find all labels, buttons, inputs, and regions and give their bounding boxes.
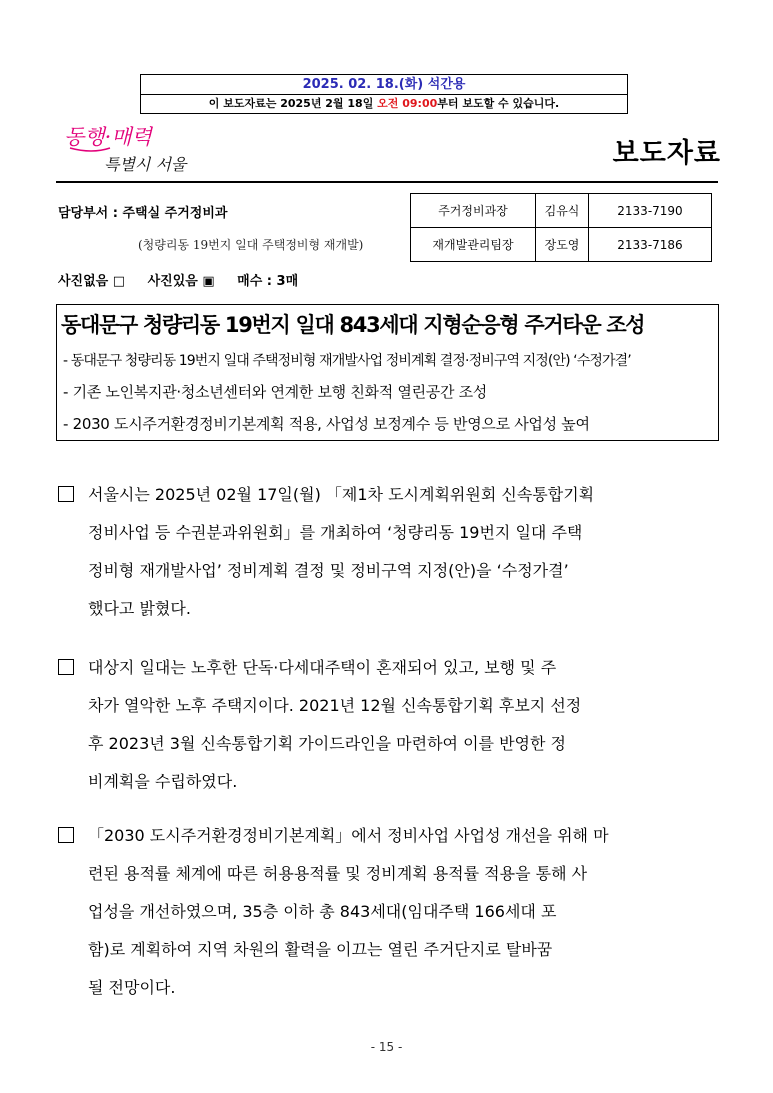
paragraph-line: 했다고 밝혔다. [88,599,191,618]
contact-phone: 2133-7190 [589,194,712,228]
paragraph-line: 될 전망이다. [88,978,176,997]
contact-role: 재개발관리팀장 [411,228,536,262]
summary-bullet: - 기존 노인복지관·청소년센터와 연계한 보행 친화적 열린공간 조성 [63,383,487,401]
paragraph-line: 대상지 일대는 노후한 단독·다세대주택이 혼재되어 있고, 보행 및 주 [88,658,557,677]
contact-phone: 2133-7186 [589,228,712,262]
logo-line1: 동행·매력 [64,125,152,149]
contact-name: 장도영 [536,228,589,262]
summary-box [56,304,719,441]
embargo-date: 2025. 02. 18.(화) 석간용 [141,75,627,95]
header-rule [56,181,718,183]
paragraph-line: 후 2023년 3월 신속통합기획 가이드라인을 마련하여 이를 반영한 정 [88,734,566,753]
photo-count: 매수 : 3매 [237,274,299,289]
embargo-notice-time: 오전 09:00 [377,97,438,110]
contact-row [411,228,712,262]
contacts-table [410,193,712,262]
checkbox-bullet-icon [58,486,74,502]
embargo-notice-pre: 이 보도자료는 2025년 2월 18일 [208,97,378,110]
headline: 동대문구 청량리동 19번지 일대 843세대 지형순응형 주거타운 조성 [61,313,645,337]
department: 담당부서 : 주택실 주거정비과 [58,206,228,221]
paragraph-line: 정비형 재개발사업’ 정비계획 결정 및 정비구역 지정(안)을 ‘수정가결’ [88,561,569,580]
logo-line2: 특별시 서울 [104,155,187,174]
paragraph-line: 「2030 도시주거환경정비기본계획」에서 정비사업 사업성 개선을 위해 마 [88,826,609,845]
contact-role: 주거정비과장 [411,194,536,228]
embargo-box [140,74,628,114]
paragraph-line: 서울시는 2025년 02월 17일(월) 「제1차 도시계획위원회 신속통합기획 [88,485,595,504]
paragraph-line: 차가 열악한 노후 주택지이다. 2021년 12월 신속통합기획 후보지 선정 [88,696,582,715]
document-title: 보도자료 [612,138,721,169]
paragraph-line: 정비사업 등 수권분과위원회」를 개최하여 ‘청량리동 19번지 일대 주택 [88,523,583,542]
photo-info [58,270,316,289]
contact-row [411,194,712,228]
paragraph-line: 비계획을 수립하였다. [88,772,238,791]
embargo-notice [141,95,627,113]
seoul-logo [62,118,202,178]
paragraph-line: 업성을 개선하였으며, 35층 이하 총 843세대(임대주택 166세대 포 [88,902,557,921]
summary-bullet: - 동대문구 청량리동 19번지 일대 주택정비형 재개발사업 정비계획 결정·정비구역 지정(안) ‘수정가결’ [63,353,631,369]
with-photo-checkbox: 사진있음 ▣ [147,274,215,289]
paragraph-line: 함)로 계획하여 지역 차원의 활력을 이끄는 열린 주거단지로 탈바꿈 [88,940,553,959]
checkbox-bullet-icon [58,659,74,675]
no-photo-checkbox: 사진없음 □ [58,274,126,289]
project-name: (청량리동 19번지 일대 주택정비형 재개발) [138,238,364,252]
checkbox-bullet-icon [58,827,74,843]
embargo-notice-post: 부터 보도할 수 있습니다. [437,97,560,110]
summary-bullet: - 2030 도시주거환경정비기본계획 적용, 사업성 보정계수 등 반영으로 사업성 높여 [63,415,590,433]
paragraph-line: 련된 용적률 체계에 따른 허용용적률 및 정비계획 용적률 적용을 통해 사 [88,864,588,883]
page-number: - 15 - [370,1040,403,1054]
contact-name: 김유식 [536,194,589,228]
